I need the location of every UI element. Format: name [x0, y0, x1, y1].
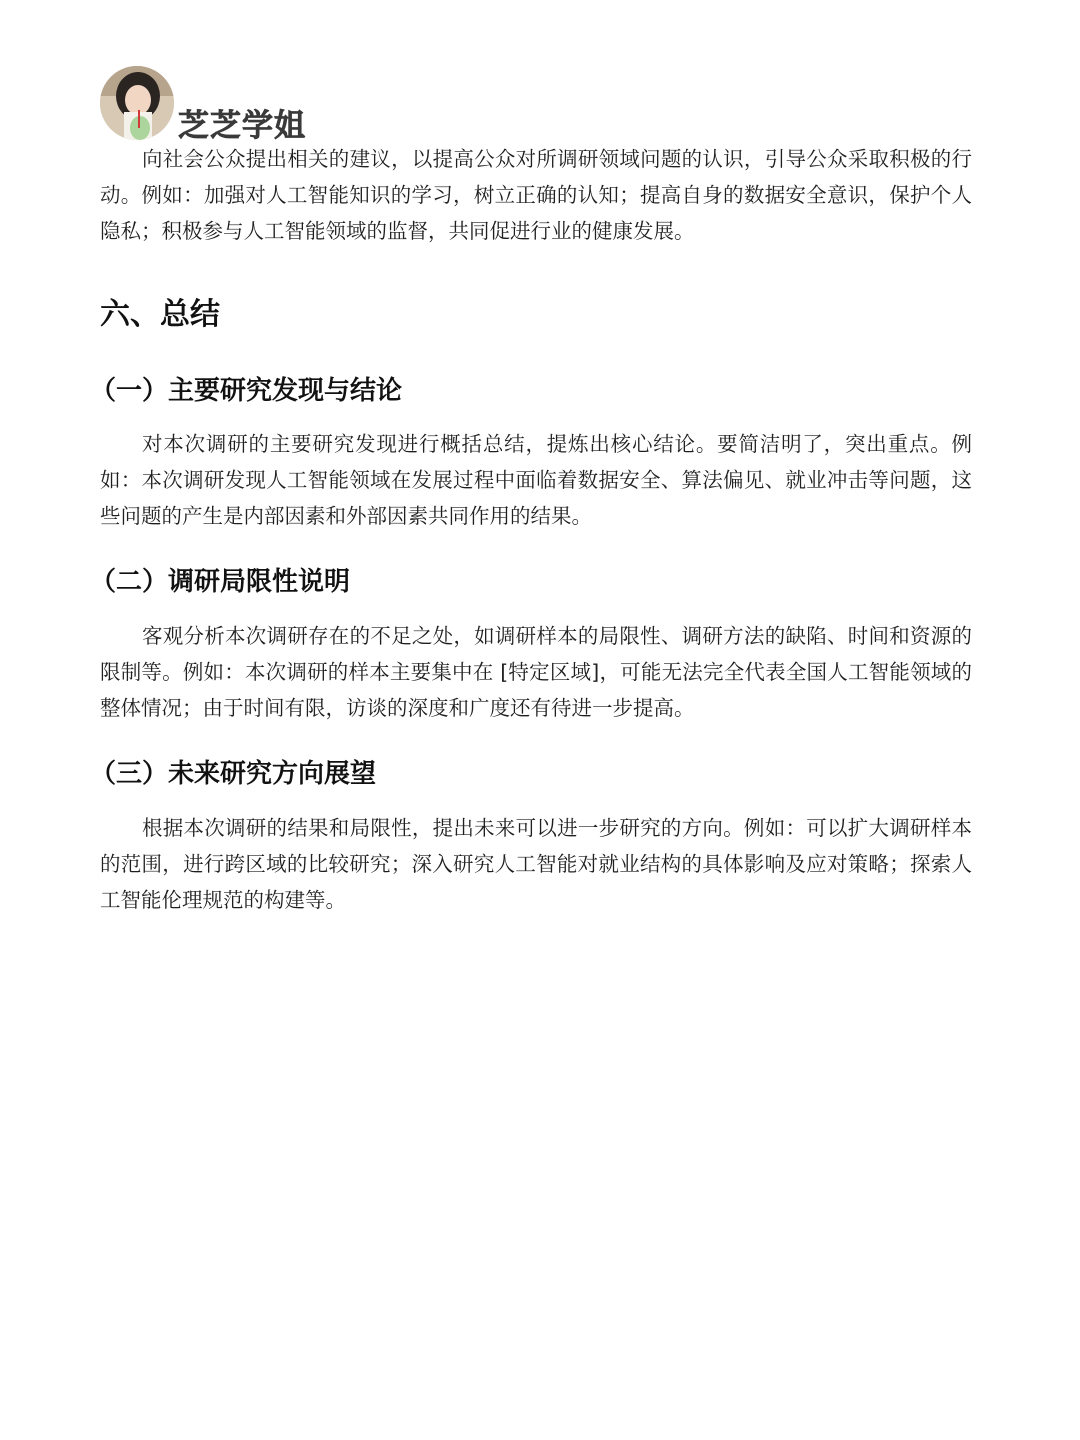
section-title: 六、总结 — [100, 297, 220, 332]
avatar — [100, 66, 174, 140]
author-name: 芝芝学姐 — [178, 108, 306, 144]
subsection-body-limitations: 客观分析本次调研存在的不足之处，如调研样本的局限性、调研方法的缺陷、时间和资源的限制等。例如：本次调研的样本主要集中在 [特定区域]，可能无法完全代表全国人工智能领域的整体情况；由于时间有限，访谈的深度和广度还有待进一步提高。 — [100, 624, 972, 720]
intro-paragraph: 向社会公众提出相关的建议，以提高公众对所调研领域问题的认识，引导公众采取积极的行动。例如：加强对人工智能知识的学习，树立正确的认知；提高自身的数据安全意识，保护个人隐私；积极参与人工智能领域的监督，共同促进行业的健康发展。 — [100, 147, 972, 243]
subsection-title-limitations: （二）调研局限性说明 — [90, 567, 351, 597]
document-body — [90, 141, 972, 918]
subsection-title-future: （三）未来研究方向展望 — [90, 759, 377, 789]
author-header — [100, 66, 500, 142]
subsection-body-future: 根据本次调研的结果和局限性，提出未来可以进一步研究的方向。例如：可以扩大调研样本的范围，进行跨区域的比较研究；深入研究人工智能对就业结构的具体影响及应对策略；探索人工智能伦理规范的构建等。 — [100, 816, 972, 912]
subsection-title-findings: （一）主要研究发现与结论 — [90, 376, 403, 406]
subsection-body-findings: 对本次调研的主要研究发现进行概括总结，提炼出核心结论。要简洁明了，突出重点。例如：本次调研发现人工智能领域在发展过程中面临着数据安全、算法偏见、就业冲击等问题，这些问题的产生是内部因素和外部因素共同作用的结果。 — [100, 432, 972, 528]
avatar-photo-icon — [100, 66, 174, 140]
